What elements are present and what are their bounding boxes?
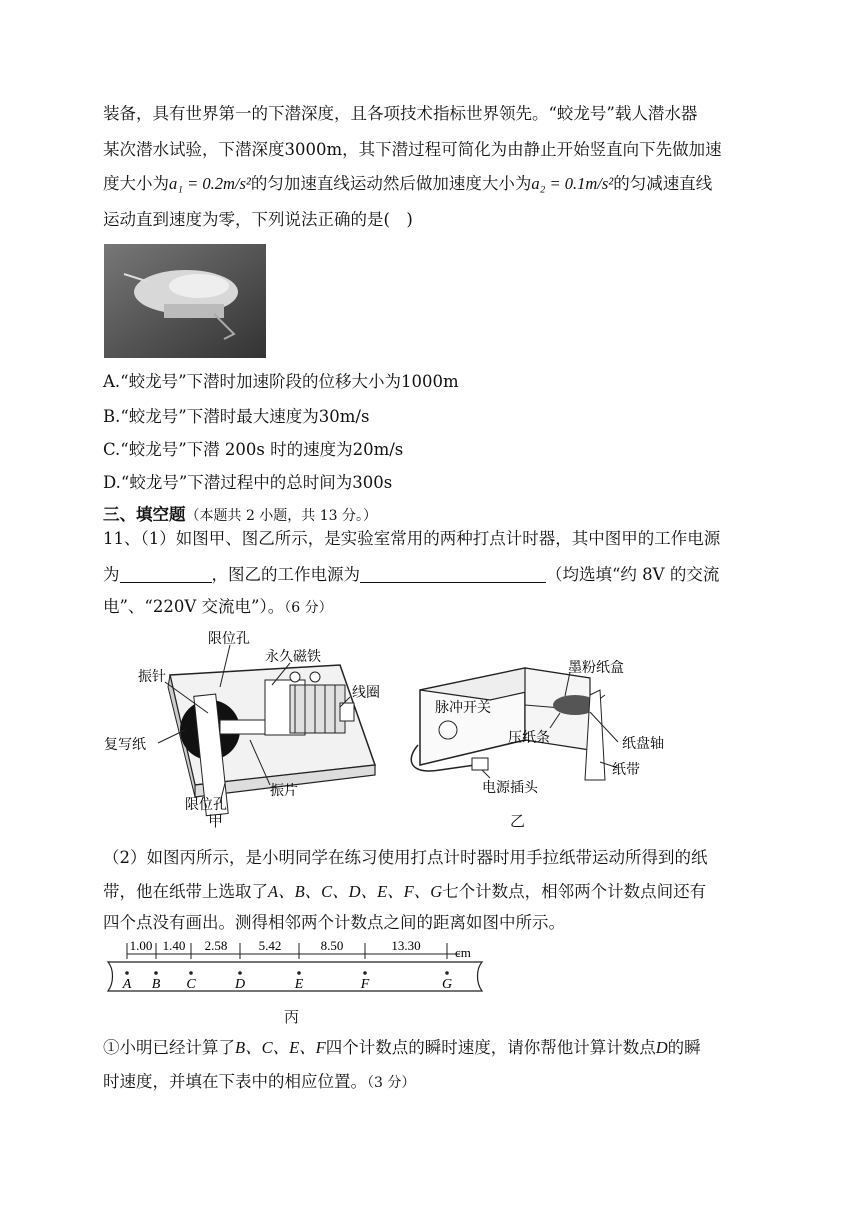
submarine-photo — [104, 244, 266, 358]
fig-yi-label-power-plug: 电源插头 — [482, 780, 538, 796]
q11-sub1-points: B、C、E、F — [235, 1038, 326, 1057]
answer-blank-1[interactable] — [120, 564, 212, 583]
q11-p1-score: （6 分） — [284, 600, 333, 616]
q10-line-4: 运动直到速度为零，下列说法正确的是( ) — [103, 210, 413, 229]
paper-tape-figure — [100, 935, 490, 1005]
tape-unit: cm — [455, 945, 471, 960]
q11-p2-line-2 — [103, 880, 706, 904]
fig-jia-label-coil: 线圈 — [352, 685, 380, 701]
tape-dist-fg: 13.30 — [391, 938, 421, 953]
tape-point-d: D — [234, 977, 246, 992]
section-heading — [103, 503, 377, 528]
q11-p2-line-2a: 带，他在纸带上选取了 — [103, 882, 268, 901]
q11-p1-line-2c: （均选填“约 8V 的交流 — [546, 565, 720, 584]
q10-line-3-end: 的匀减速直线 — [613, 174, 713, 193]
fig-jia-label-carbon-paper: 复写纸 — [104, 737, 146, 753]
fig-yi-label-toner-box: 墨粉纸盒 — [568, 660, 624, 676]
tape-dist-ab: 1.00 — [129, 938, 153, 953]
fig-jia-label-magnet: 永久磁铁 — [265, 649, 321, 665]
fig-jia-label-limit-hole-top: 限位孔 — [208, 631, 250, 647]
option-c: C.“蛟龙号”下潜 200s 时的速度为20m/s — [103, 440, 404, 459]
fig-yi-label-press-strip: 压纸条 — [508, 730, 550, 746]
q11-p1-line-1: 11、（1）如图甲、图乙所示，是实验室常用的两种打点计时器，其中图甲的工作电源 — [103, 529, 721, 548]
timer-figure-jia — [100, 625, 410, 830]
answer-blank-2[interactable] — [360, 564, 546, 583]
q11-sub1-line-1 — [103, 1036, 701, 1060]
tape-point-b: B — [151, 977, 161, 992]
q10-line-3-mid: 的匀加速直线运动然后做加速度大小为 — [250, 174, 532, 193]
fig-yi-caption: 乙 — [510, 812, 526, 830]
option-b: B.“蛟龙号”下潜时最大速度为30m/s — [103, 407, 370, 426]
fig-bing-caption: 丙 — [284, 1008, 300, 1026]
q10-line-2: 某次潜水试验，下潜深度3000m，其下潜过程可简化为由静止开始竖直向下先做加速 — [103, 140, 722, 159]
q10-line-3-start: 度大小为 — [103, 174, 169, 193]
timer-figure-yi — [400, 650, 700, 820]
q11-sub1-line-1b: 四个计数点的瞬时速度，请你帮他计算计数点 — [325, 1038, 656, 1057]
q11-p1-line-2 — [103, 563, 719, 587]
q10-line-3 — [103, 172, 712, 196]
fig-jia-label-needle: 振针 — [138, 669, 166, 685]
q11-sub1-score: （3 分） — [367, 1075, 416, 1091]
fig-jia-label-vibrator: 振片 — [270, 783, 298, 799]
tape-point-g: G — [441, 977, 453, 992]
a2-formula: a₂ = 0.1m/s² — [531, 174, 614, 193]
q11-sub1-line-1c: 的瞬 — [667, 1038, 701, 1057]
q11-p1-line-3-text: 电”、“220V 交流电”）。 — [103, 597, 285, 616]
fig-jia-label-limit-hole-bottom: 限位孔 — [185, 797, 227, 813]
fig-yi-label-reel-axle: 纸盘轴 — [622, 736, 664, 752]
fig-jia-caption: 甲 — [208, 812, 224, 830]
fig-yi-label-paper-tape: 纸带 — [612, 762, 640, 778]
tape-point-f: F — [360, 977, 370, 992]
q11-p2-line-1: （2）如图丙所示，是小明同学在练习使用打点计时器时用手拉纸带运动所得到的纸 — [103, 848, 708, 867]
q11-p2-line-2b: 七个计数点，相邻两个计数点间还有 — [442, 882, 707, 901]
section-title: 三、填空题 — [103, 505, 186, 524]
q10-line-1: 装备，具有世界第一的下潜深度，且各项技术指标世界领先。“蛟龙号”载人潜水器 — [103, 104, 698, 123]
fig-yi-label-pulse-switch: 脉冲开关 — [435, 700, 491, 716]
q11-sub1-line-2 — [103, 1070, 415, 1095]
section-note: （本题共 2 小题，共 13 分。） — [185, 508, 378, 524]
option-d: D.“蛟龙号”下潜过程中的总时间为300s — [103, 473, 393, 492]
q11-sub1-line-2-text: 时速度，并填在下表中的相应位置。 — [103, 1072, 367, 1091]
tape-point-a: A — [122, 977, 132, 992]
a1-formula: a₁ = 0.2m/s² — [169, 174, 251, 193]
q11-p2-points: A、B、C、D、E、F、G — [268, 882, 443, 901]
tape-dist-bc: 1.40 — [162, 938, 186, 953]
tape-point-c: C — [186, 977, 196, 992]
tape-dist-ef: 8.50 — [320, 938, 344, 953]
q11-sub1-line-1a: ①小明已经计算了 — [103, 1038, 235, 1057]
tape-dist-cd: 2.58 — [204, 938, 228, 953]
q11-p1-line-2b: ，图乙的工作电源为 — [211, 565, 360, 584]
option-a: A.“蛟龙号”下潜时加速阶段的位移大小为1000m — [103, 372, 459, 391]
q11-p1-line-3 — [103, 595, 333, 620]
q11-p2-line-3: 四个点没有画出。测得相邻两个计数点之间的距离如图中所示。 — [103, 913, 565, 932]
tape-point-e: E — [294, 977, 304, 992]
q11-p1-line-2a: 为 — [103, 565, 120, 584]
q11-sub1-point-d: D — [655, 1038, 668, 1057]
tape-dist-de: 5.42 — [258, 938, 282, 953]
